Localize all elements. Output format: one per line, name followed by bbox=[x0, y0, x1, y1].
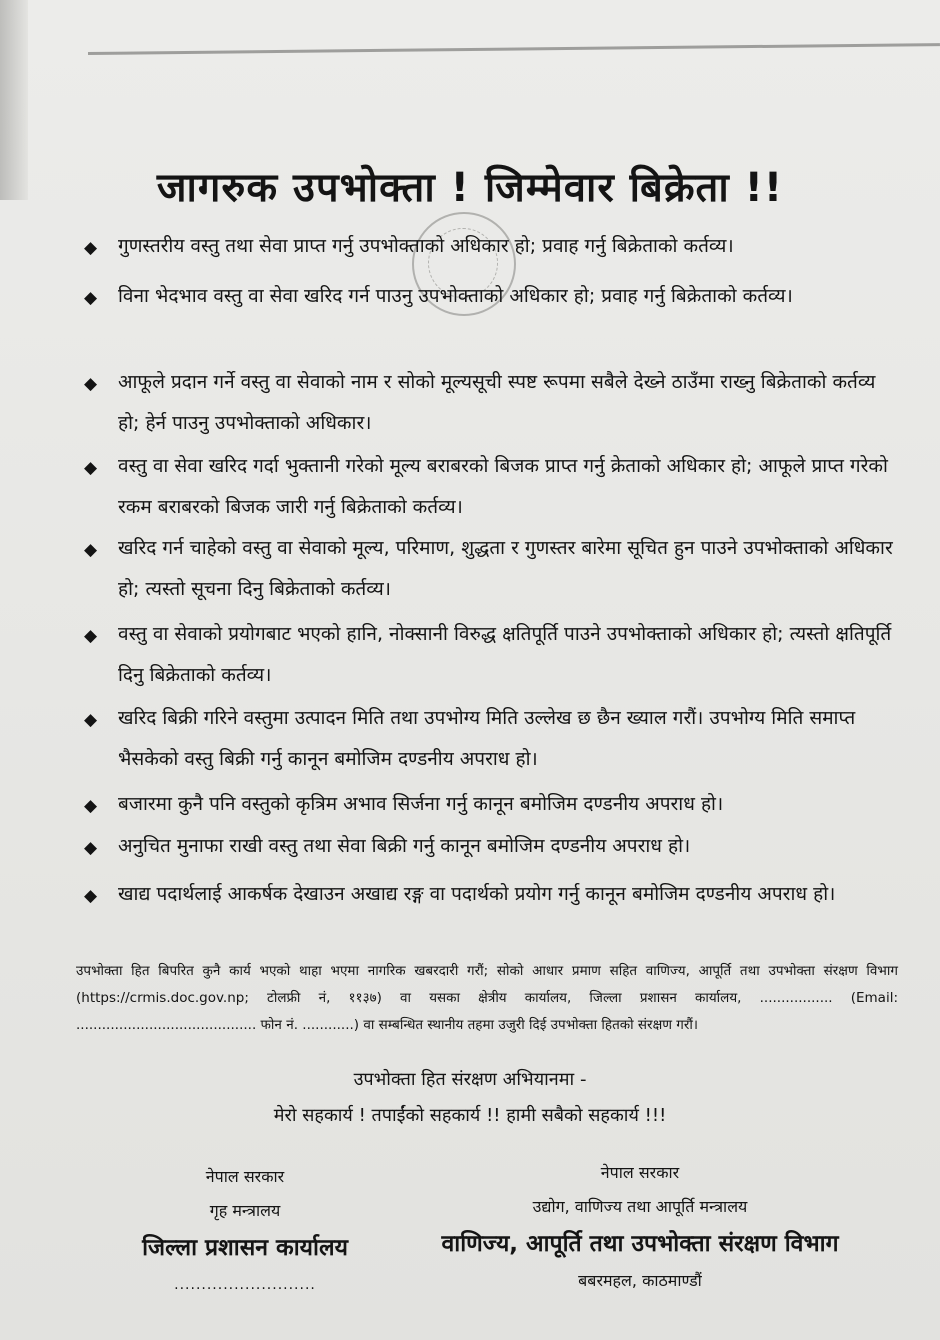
office-name: जिल्ला प्रशासन कार्यालय bbox=[142, 1235, 348, 1261]
page-title: जागरुक उपभोक्ता ! जिम्मेवार बिक्रेता !! bbox=[156, 165, 784, 211]
bullet-text: विना भेदभाव वस्तु वा सेवा खरिद गर्न पाउनु उपभोक्ताको अधिकार हो; प्रवाह गर्नु बिक्रेताको कर्तव्य। bbox=[118, 285, 793, 307]
bullet-diamond-icon: ◆ bbox=[84, 540, 98, 560]
department-location: बबरमहल, काठमाण्डौं bbox=[578, 1271, 702, 1290]
bullet-text: खरिद बिक्री गरिने वस्तुमा उत्पादन मिति तथा उपभोग्य मिति उल्लेख छ छैन ख्याल गरौं। उपभोग्य मिति समाप्त भैसकेको वस्तु बिक्री गर्नु कानून बमोजिम दण्डनीय अपराध हो। bbox=[118, 707, 856, 770]
ministry-label: गृह मन्त्रालय bbox=[209, 1201, 281, 1220]
campaign-line-1: उपभोक्ता हित संरक्षण अभियानमा - bbox=[353, 1069, 587, 1090]
bullet-diamond-icon: ◆ bbox=[84, 374, 98, 394]
bullet-text: वस्तु वा सेवाको प्रयोगबाट भएको हानि, नोक्सानी विरुद्ध क्षतिपूर्ति पाउने उपभोक्ताको अधिकार हो; त्यस्तो क्षतिपूर्ति दिनु बिक्रेताको कर्तव्य। bbox=[118, 623, 892, 686]
bullet-diamond-icon: ◆ bbox=[84, 288, 98, 308]
torn-edge bbox=[0, 0, 28, 200]
bullet-text: वस्तु वा सेवा खरिद गर्दा भुक्तानी गरेको मूल्य बराबरको बिजक प्राप्त गर्नु क्रेताको अधिकार हो; आफूले प्राप्त गरेको रकम बराबरको बिजक जारी गर्नु बिक्रेताको कर्तव्य। bbox=[118, 455, 888, 518]
bullet-diamond-icon: ◆ bbox=[84, 886, 98, 906]
campaign-slogan bbox=[0, 1062, 940, 1134]
gov-label: नेपाल सरकार bbox=[205, 1167, 285, 1186]
bullet-diamond-icon: ◆ bbox=[84, 796, 98, 816]
office-location-blank: .......................... bbox=[174, 1277, 316, 1293]
bullet-text: खरिद गर्न चाहेको वस्तु वा सेवाको मूल्य, परिमाण, शुद्धता र गुणस्तर बारेमा सूचित हुन पाउने उपभोक्ताको अधिकार हो; त्यस्तो सूचना दिनु बिक्रेताको कर्तव्य। bbox=[118, 537, 893, 600]
issuer-right bbox=[410, 1156, 870, 1298]
bullet-text: बजारमा कुनै पनि वस्तुको कृत्रिम अभाव सिर्जना गर्नु कानून बमोजिम दण्डनीय अपराध हो। bbox=[118, 793, 724, 815]
bullet-diamond-icon: ◆ bbox=[84, 238, 98, 258]
bullet-text: खाद्य पदार्थलाई आकर्षक देखाउन अखाद्य रङ्ग वा पदार्थको प्रयोग गर्नु कानून बमोजिम दण्डनीय अपराध हो। bbox=[118, 883, 836, 905]
bullet-diamond-icon: ◆ bbox=[84, 710, 98, 730]
bullet-diamond-icon: ◆ bbox=[84, 626, 98, 646]
complaint-notice: उपभोक्ता हित बिपरित कुनै कार्य भएको थाहा भएमा नागरिक खबरदारी गरौं; सोको आधार प्रमाण सहित वाणिज्य, आपूर्ति तथा उपभोक्ता संरक्षण विभाग (https://crmis.doc.gov.np; टोलफ्री नं, ११३७) वा यसका क्षेत्रीय कार्यालय, जिल्ला प्रशासन कार्यालय, ................. (Email: .......................................... फोन नं. ............) वा सम्बन्धित स्थानीय तहमा उजुरी दिई उपभोक्ता हितको संरक्षण गरौं। bbox=[76, 963, 898, 1033]
campaign-line-2: मेरो सहकार्य ! तपाईंको सहकार्य !! हामी सबैको सहकार्य !!! bbox=[273, 1105, 667, 1126]
fold-line bbox=[88, 43, 940, 55]
bullet-diamond-icon: ◆ bbox=[84, 458, 98, 478]
department-name: वाणिज्य, आपूर्ति तथा उपभोक्ता संरक्षण विभाग bbox=[441, 1231, 839, 1257]
bullet-text: आफूले प्रदान गर्ने वस्तु वा सेवाको नाम र सोको मूल्यसूची स्पष्ट रूपमा सबैले देख्ने ठाउँमा राख्नु बिक्रेताको कर्तव्य हो; हेर्न पाउनु उपभोक्ताको अधिकार। bbox=[118, 371, 876, 434]
issuer-left bbox=[120, 1160, 370, 1302]
bullet-diamond-icon: ◆ bbox=[84, 838, 98, 858]
bullet-text: अनुचित मुनाफा राखी वस्तु तथा सेवा बिक्री गर्नु कानून बमोजिम दण्डनीय अपराध हो। bbox=[118, 835, 691, 857]
bullet-text: गुणस्तरीय वस्तु तथा सेवा प्राप्त गर्नु उपभोक्ताको अधिकार हो; प्रवाह गर्नु बिक्रेताको कर्तव्य। bbox=[118, 235, 734, 257]
ministry-label: उद्योग, वाणिज्य तथा आपूर्ति मन्त्रालय bbox=[532, 1197, 748, 1216]
gov-label: नेपाल सरकार bbox=[600, 1163, 680, 1182]
